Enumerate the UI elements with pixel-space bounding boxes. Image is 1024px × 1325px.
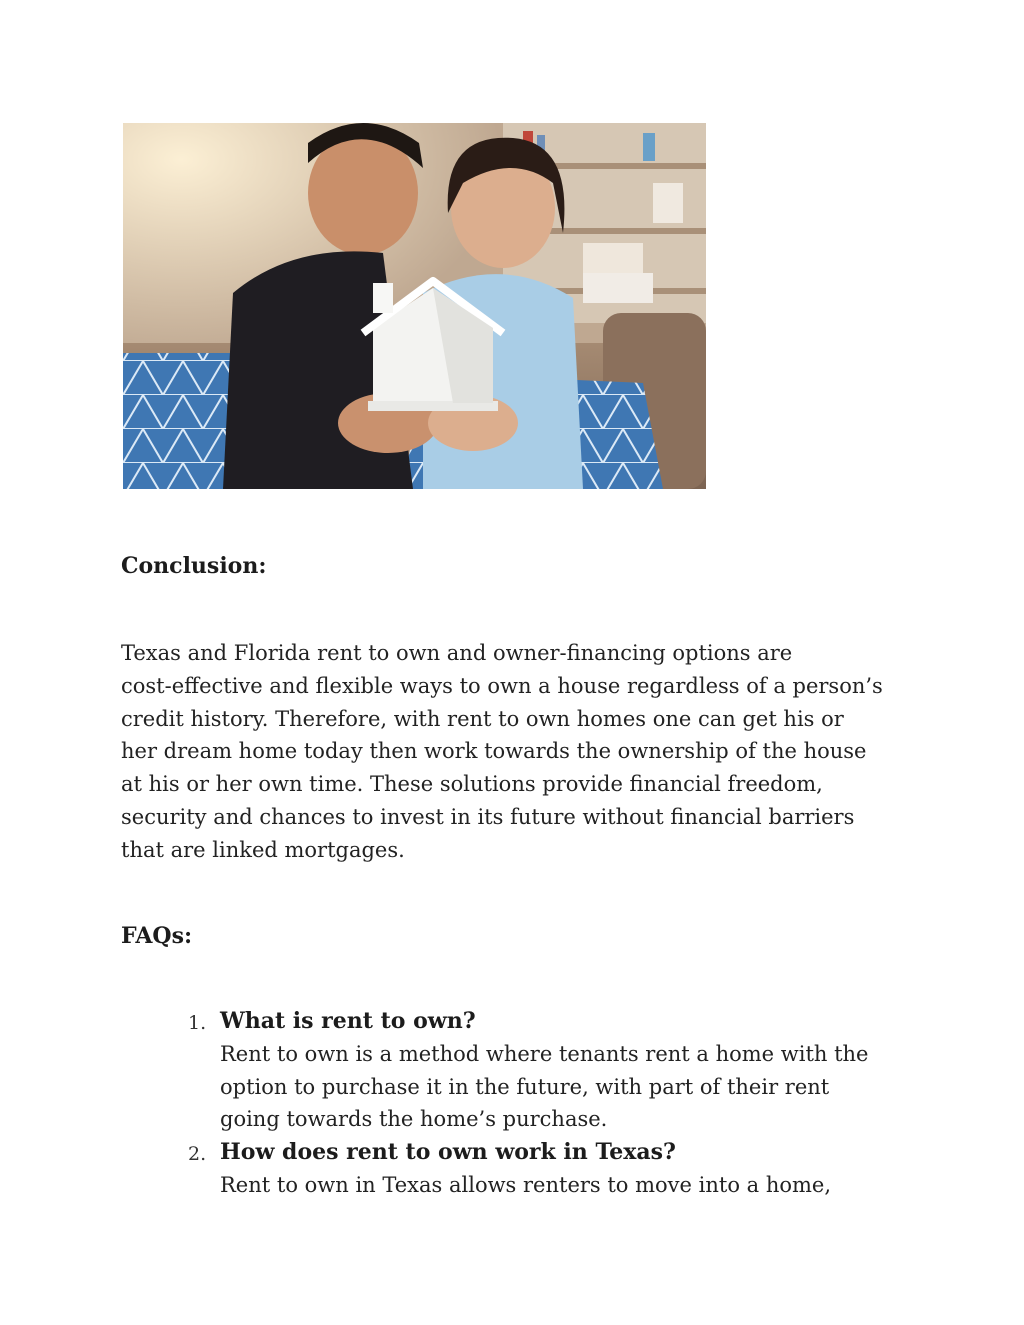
paragraph-line: her dream home today then work towards the ownership of the house [121, 739, 867, 764]
faq-item [0, 1005, 910, 1136]
faq-list [0, 1005, 1024, 1202]
paragraph-line: credit history. Therefore, with rent to own homes one can get his or [121, 706, 844, 731]
paragraph-line: security and chances to invest in its future without financial barriers [121, 804, 855, 829]
paragraph-line: at his or her own time. These solutions provide financial freedom, [121, 772, 823, 797]
conclusion-paragraph [121, 637, 921, 867]
paragraph-line: Texas and Florida rent to own and owner-financing options are [121, 641, 793, 665]
article-photo [123, 123, 706, 489]
faq-question: What is rent to own? [220, 1008, 476, 1034]
paragraph-line: cost-effective and flexible ways to own a house regardless of a person’s [121, 673, 883, 698]
faq-answer-line: Rent to own in Texas allows renters to move into a home, [220, 1172, 832, 1197]
faq-item [0, 1136, 910, 1202]
faq-question: How does rent to own work in Texas? [220, 1139, 676, 1166]
faq-number: 1. [188, 1012, 207, 1034]
faq-number: 2. [188, 1143, 207, 1166]
faq-answer-line: going towards the home’s purchase. [220, 1107, 608, 1132]
paragraph-line: that are linked mortgages. [121, 837, 405, 862]
faq-answer-line: option to purchase it in the future, with part of their rent [220, 1074, 830, 1099]
conclusion-heading: Conclusion: [121, 553, 267, 579]
faq-answer-line: Rent to own is a method where tenants rent a home with the [220, 1041, 869, 1066]
faqs-heading: FAQs: [121, 923, 193, 949]
